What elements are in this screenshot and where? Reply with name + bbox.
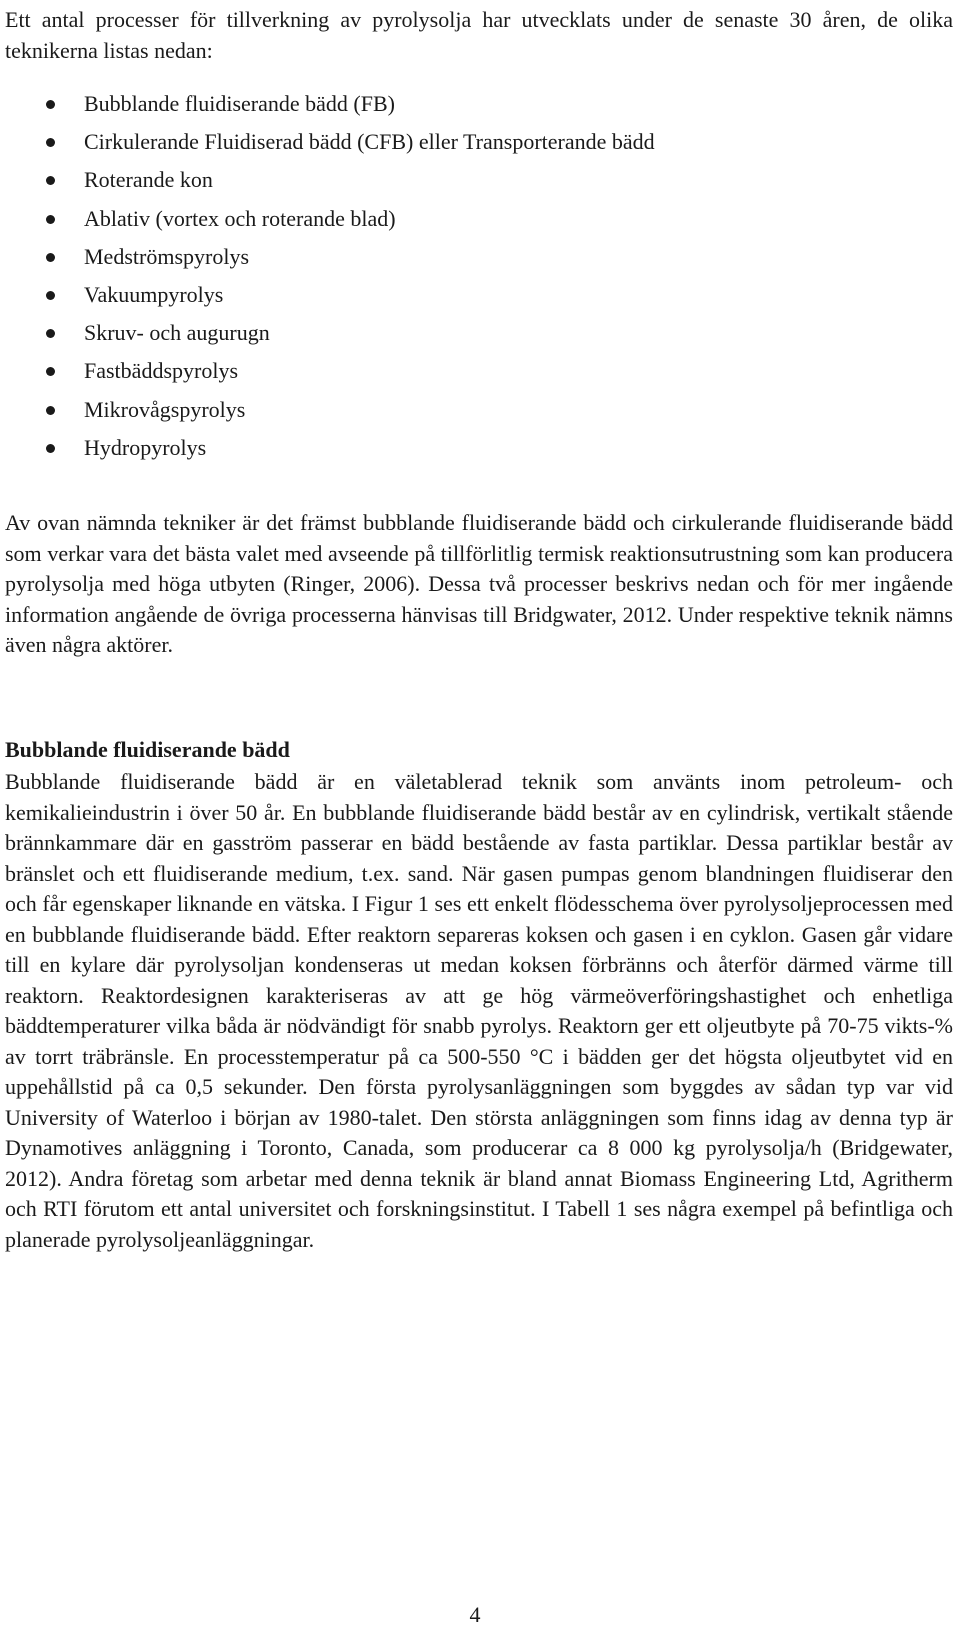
bullet-icon [46,406,55,415]
bullet-icon [46,253,55,262]
bullet-icon [46,367,55,376]
list-item [5,89,655,127]
bullet-icon [46,291,55,300]
list-item [5,433,655,471]
intro-paragraph: Ett antal processer för tillverkning av pyrolysolja har utvecklats under de senaste 30 åren, de olika teknikerna listas nedan: [5,7,953,63]
section-body-paragraph: Bubblande fluidiserande bädd är en väletablerad teknik som använts inom petroleum- och kemikalieindustrin i över 50 år. En bubblande fluidiserande bädd består av en cylindrisk, vertikalt stående brännkammare där en gasström passerar en bädd bestående av fasta partiklar. Dessa partiklar består av bränslet och ett fluidiserande medium, t.ex. sand. När gasen pumpas genom blandningen fluidiserar den och får egenskaper liknande en vätska. I Figur 1 ses ett enkelt flödesschema över pyrolysoljeprocessen med en bubblande fluidiserande bädd. Efter reaktorn separeras koksen och gasen i en cyklon. Gasen går vidare till en kylare där pyrolysoljan kondenseras ut medan koksen förbränns och återför därmed värme till reaktorn. Reaktordesignen karakteriseras av att ge hög värmeöverföringshastighet och enhetliga bäddtemperaturer vilka båda är nödvändigt för snabb pyrolys. Reaktorn ger ett oljeutbyte på 70-75 vikts-% av torrt träbränsle. En processtemperatur på ca 500-550 °C i bädden ger det högsta oljeutbytet vid en uppehållstid på ca 0,5 sekunder. Den första pyrolysanläggningen som byggdes av sådan typ var vid University of Waterloo i början av 1980-talet. Den största anläggningen som finns idag av denna typ är Dynamotives anläggning i Toronto, Canada, som producerar ca 8 000 kg pyrolysolja/h (Bridgewater, 2012). Andra företag som arbetar med denna teknik är bland annat Biomass Engineering Ltd, Agritherm och RTI förutom ett antal universitet och forskningsinstitut. I Tabell 1 ses några exempel på befintliga och planerade pyrolysoljeanläggningar. [5,769,953,1252]
list-item [5,318,655,356]
list-item-label: Fastbäddspyrolys [84,358,238,384]
bullet-icon [46,215,55,224]
technique-list [5,89,655,471]
list-item-label: Cirkulerande Fluidiserad bädd (CFB) eller Transporterande bädd [84,129,655,155]
list-item [5,127,655,165]
list-item-label: Ablativ (vortex och roterande blad) [84,205,396,231]
list-item-label: Bubblande fluidiserande bädd (FB) [84,91,395,116]
list-item [5,356,655,394]
list-item [5,395,655,433]
summary-paragraph: Av ovan nämnda tekniker är det främst bubblande fluidiserande bädd och cirkulerande fluidiserande bädd som verkar vara det bästa valet med avseende på tillförlitlig termisk reaktionsutrustning som kan producera pyrolysolja med höga utbyten (Ringer, 2006). Dessa två processer beskrivs nedan och för mer ingående information angående de övriga processerna hänvisas till Bridgwater, 2012. Under respektive teknik nämns även några aktörer. [5,510,953,657]
bullet-icon [46,138,55,147]
list-item-label: Skruv- och augurugn [84,320,270,346]
page-number: 4 [469,1602,481,1627]
list-item [5,204,655,242]
bullet-icon [46,444,55,453]
bullet-icon [46,176,55,185]
list-item-label: Vakuumpyrolys [84,281,224,307]
list-item-label: Medströmspyrolys [84,243,249,269]
list-item-label: Hydropyrolys [84,434,207,460]
bullet-icon [46,100,55,109]
list-item-label: Roterande kon [84,167,213,193]
list-item [5,242,655,280]
list-item [5,165,655,203]
section-heading: Bubblande fluidiserande bädd [5,737,290,762]
bullet-icon [46,329,55,338]
list-item-label: Mikrovågspyrolys [84,396,246,422]
list-item [5,280,655,318]
